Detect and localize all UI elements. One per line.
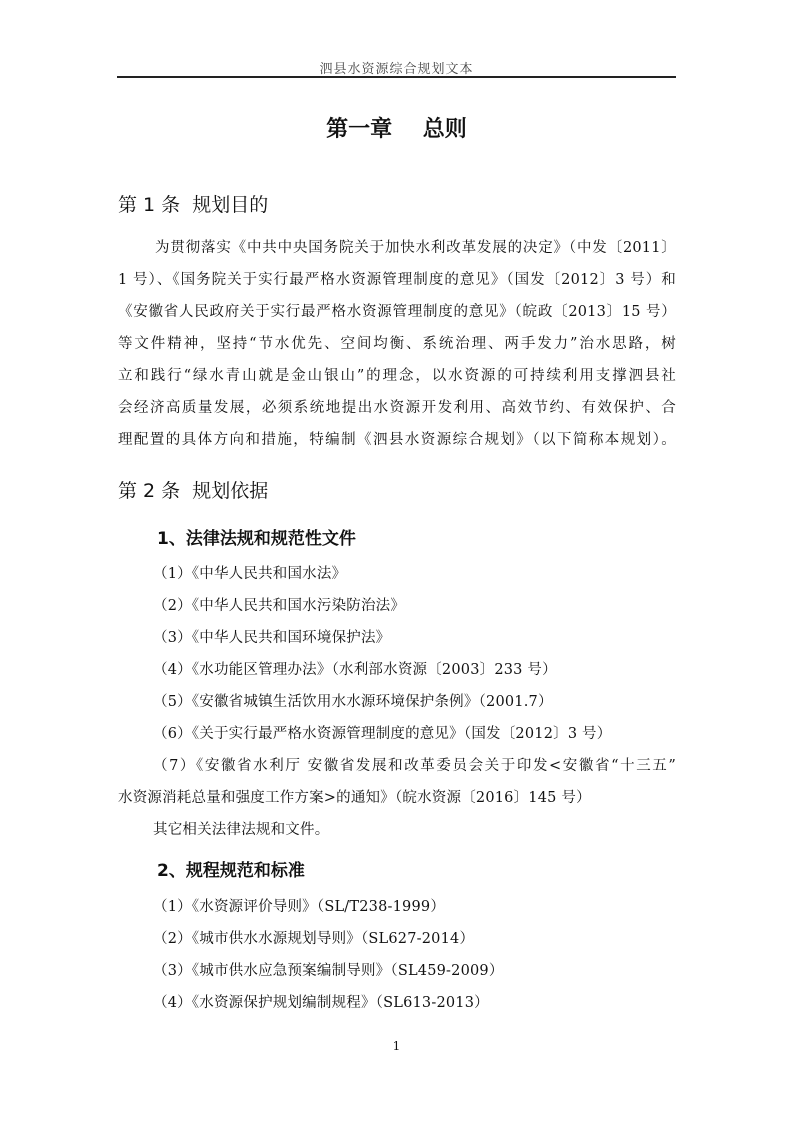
paragraph-line: 理配置的具体方向和措施，特编制《泗县水资源综合规划》（以下简称本规划）。 (118, 432, 676, 448)
article-1-heading: 第 1 条 规划目的 (118, 194, 269, 216)
section-1-title: 1、法律法规和规范性文件 (157, 529, 356, 549)
paragraph-line: 会经济高质量发展，必须系统地提出水资源开发利用、高效节约、有效保护、合 (118, 400, 676, 416)
list-item: （3）《中华人民共和国环境保护法》 (153, 630, 391, 646)
list-item: （5）《安徽省城镇生活饮用水水源环境保护条例》（2001.7） (153, 694, 553, 710)
list-item: （6）《关于实行最严格水资源管理制度的意见》（国发〔2012〕3 号） (153, 726, 612, 742)
list-item-continuation: 水资源消耗总量和强度工作方案>的通知》（皖水资源〔2016〕145 号） (118, 790, 591, 806)
list-item: 其它相关法律法规和文件。 (153, 822, 330, 838)
paragraph-line: 立和践行“绿水青山就是金山银山”的理念，以水资源的可持续利用支撑泗县社 (118, 368, 676, 384)
article-2-heading: 第 2 条 规划依据 (118, 480, 269, 502)
list-item: （4）《水功能区管理办法》（水利部水资源〔2003〕233 号） (153, 662, 557, 678)
page-number: 1 (392, 1039, 401, 1053)
header-divider (117, 76, 676, 78)
list-item: （7）《安徽省水利厅 安徽省发展和改革委员会关于印发<安徽省“十三五” (153, 758, 676, 774)
list-item: （2）《城市供水水源规划导则》（SL627-2014） (153, 931, 475, 947)
list-item: （3）《城市供水应急预案编制导则》（SL459-2009） (153, 963, 504, 979)
section-2-title: 2、规程规范和标准 (157, 861, 305, 881)
list-item: （1）《水资源评价导则》（SL/T238-1999） (153, 899, 446, 915)
paragraph-line: 为贯彻落实《中共中央国务院关于加快水利改革发展的决定》（中发〔2011〕 (155, 240, 676, 256)
list-item: （1）《中华人民共和国水法》 (153, 566, 347, 582)
chapter-title: 第一章 总则 (326, 117, 467, 142)
paragraph-line: 等文件精神，坚持“节水优先、空间均衡、系统治理、两手发力”治水思路，树 (118, 336, 676, 352)
list-item: （4）《水资源保护规划编制规程》（SL613-2013） (153, 995, 489, 1011)
list-item: （2）《中华人民共和国水污染防治法》 (153, 598, 406, 614)
running-header: 泗县水资源综合规划文本 (319, 62, 474, 77)
paragraph-line: 1 号）、《国务院关于实行最严格水资源管理制度的意见》（国发〔2012〕3 号）和 (118, 272, 676, 288)
paragraph-line: 《安徽省人民政府关于实行最严格水资源管理制度的意见》（皖政〔2013〕15 号） (118, 304, 676, 320)
